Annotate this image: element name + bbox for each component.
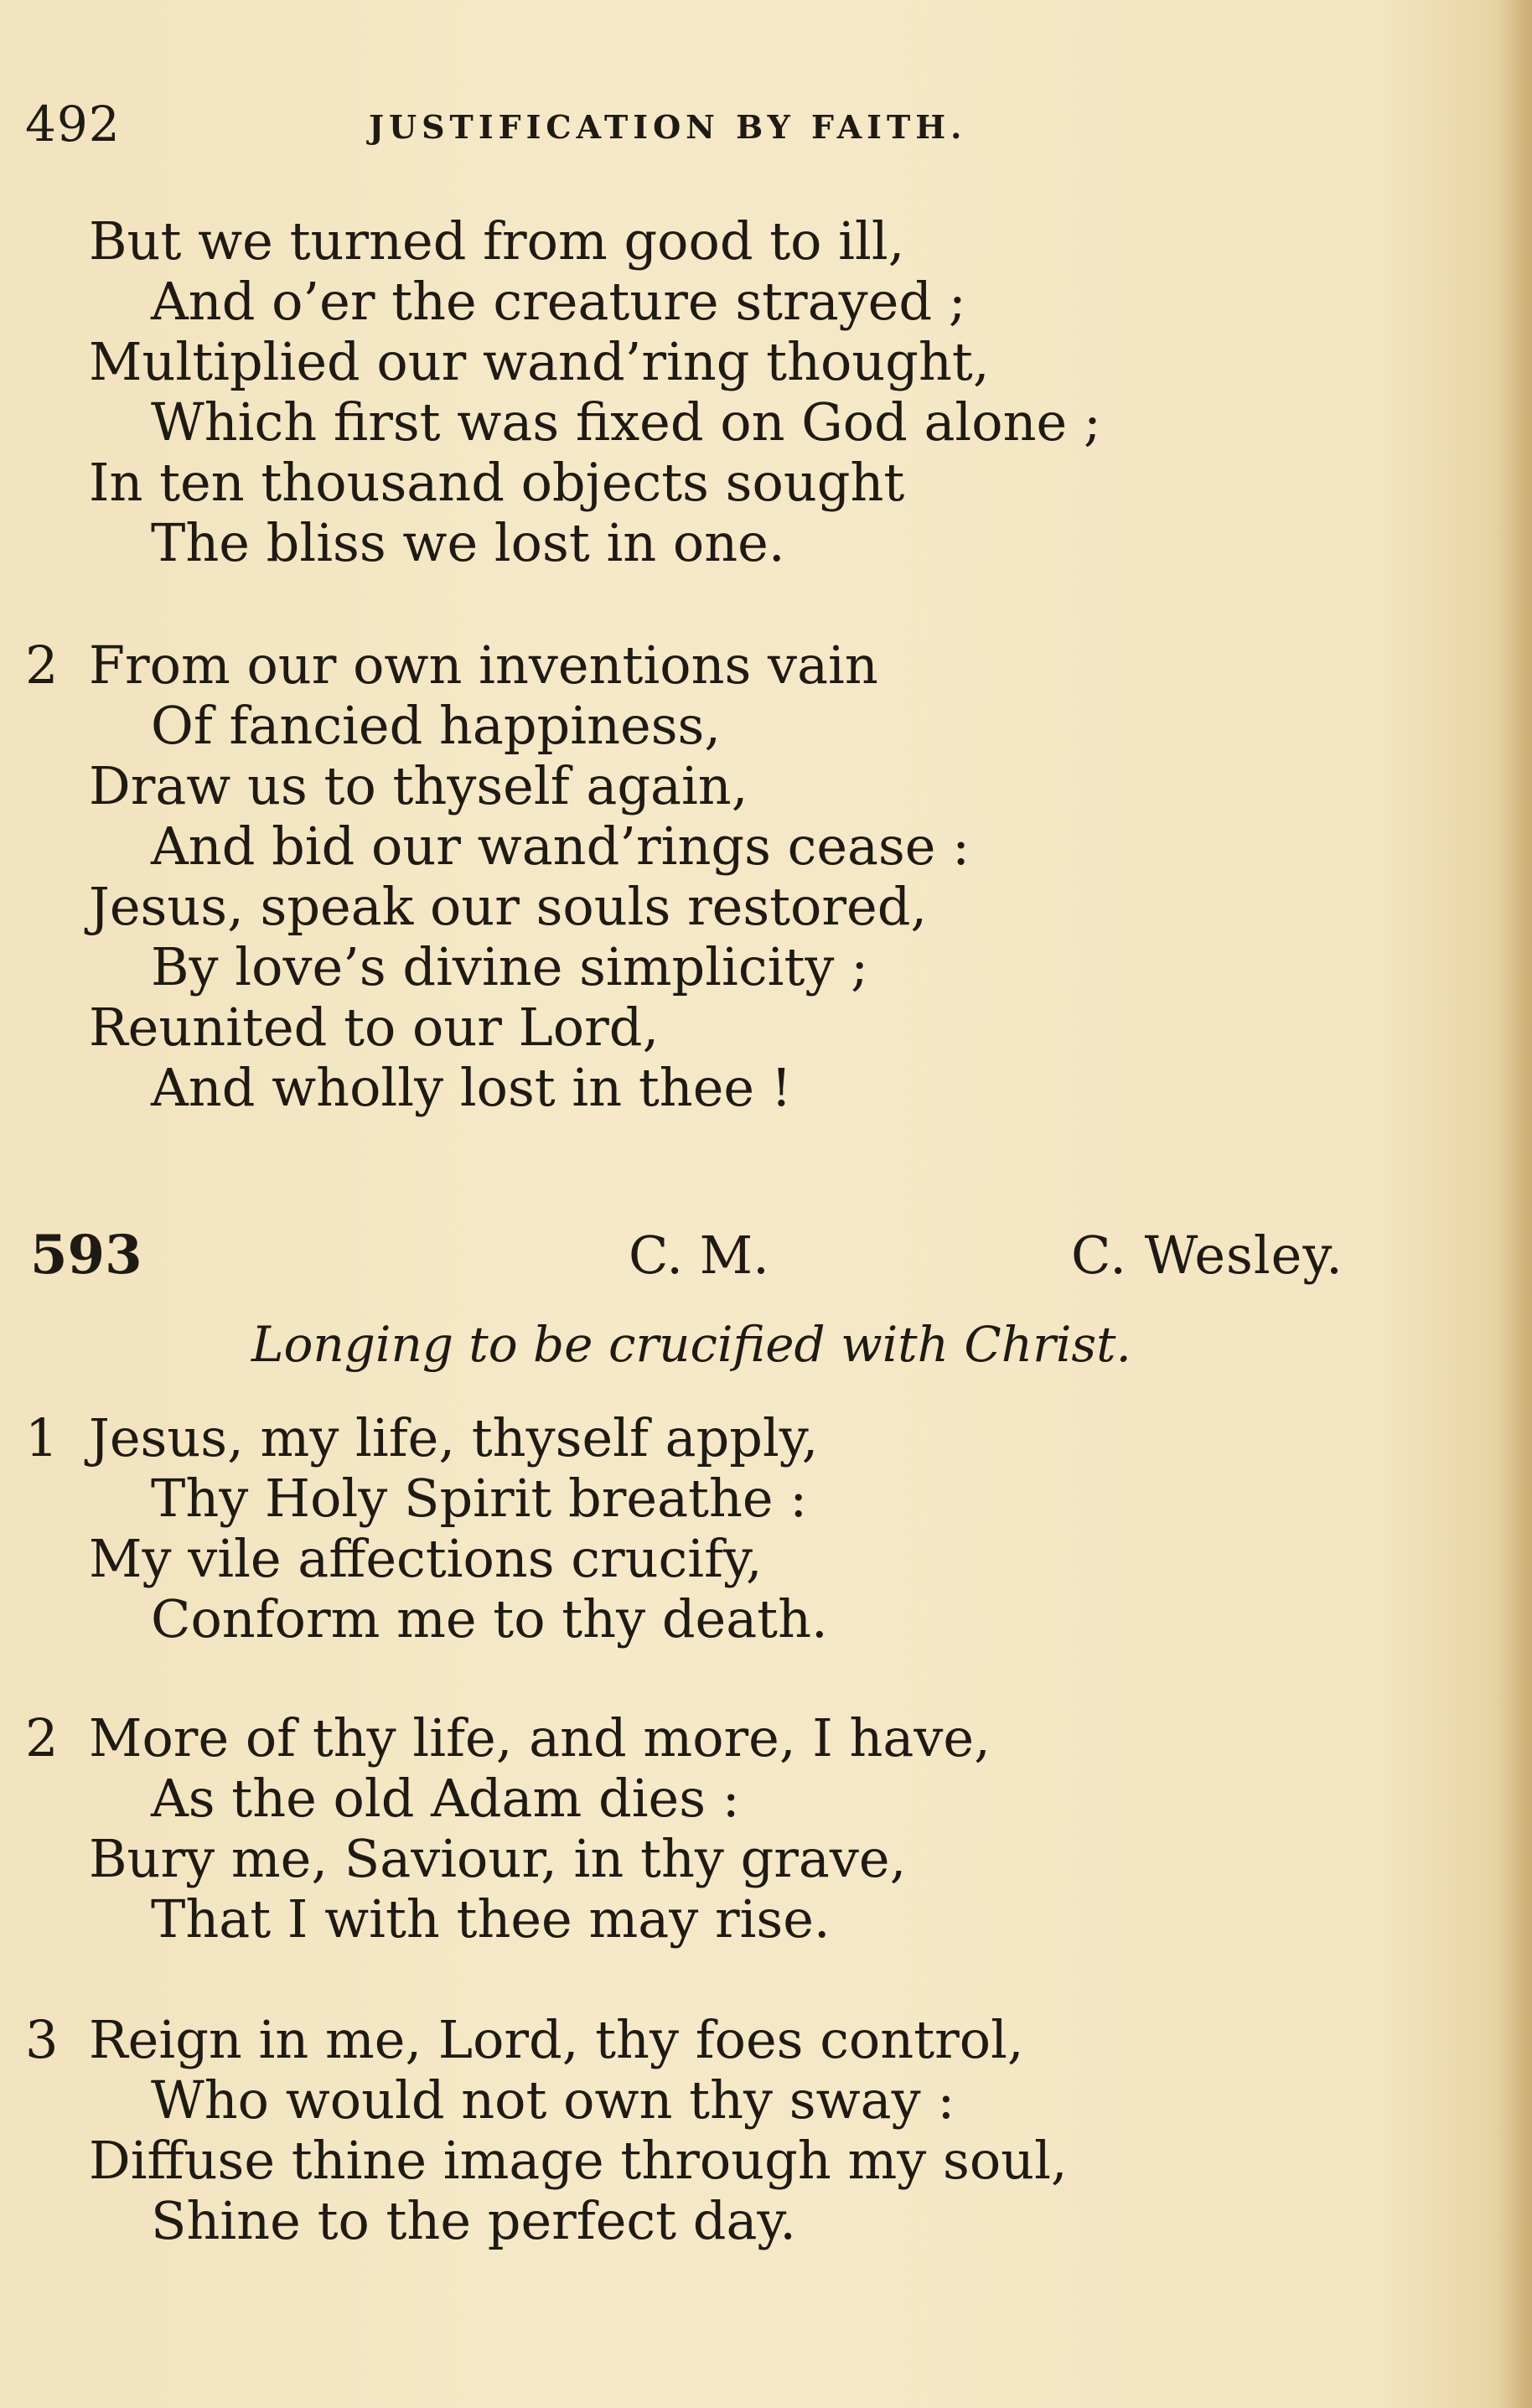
verse-text: Multiplied our wand’ring thought,: [89, 331, 990, 392]
verse-text: Thy Holy Spirit breathe :: [151, 1468, 808, 1529]
hymn-stanza-3: [25, 2010, 1282, 2251]
verse-text: Draw us to thyself again,: [89, 755, 748, 816]
hymn-stanza-2: [25, 1708, 1282, 1950]
verse-text: But we turned from good to ill,: [89, 210, 905, 272]
verse-line: [25, 211, 1282, 272]
verse-line: [25, 635, 1282, 696]
verse-line: [25, 1408, 1282, 1468]
verse-line: [25, 2131, 1282, 2191]
verse-text: From our own inventions vain: [89, 634, 878, 696]
verse-line: [25, 2070, 1282, 2131]
stanza-number: 2: [25, 634, 59, 696]
verse-line: [25, 816, 1282, 877]
verse-line: [25, 997, 1282, 1058]
running-title: JUSTIFICATION BY FAITH.: [369, 108, 967, 146]
verse-line: [25, 1889, 1282, 1950]
verse-text: Reign in me, Lord, thy foes control,: [89, 2009, 1024, 2070]
verse-line: [25, 877, 1282, 937]
verse-line: [25, 1829, 1282, 1889]
verse-line: [25, 1058, 1282, 1118]
hymn-stanza-1: [25, 1408, 1282, 1649]
verse-text: Jesus, my life, thyself apply,: [89, 1407, 819, 1468]
continued-stanza-1: [25, 211, 1282, 573]
hymn-meter: C. M.: [629, 1225, 769, 1286]
verse-line: [25, 272, 1282, 332]
verse-text: Bury me, Saviour, in thy grave,: [89, 1828, 907, 1889]
page-header: [25, 91, 1064, 158]
verse-text: And wholly lost in thee !: [151, 1057, 792, 1118]
verse-line: [25, 1468, 1282, 1529]
verse-line: [25, 1529, 1282, 1589]
verse-text: In ten thousand objects sought: [89, 452, 905, 513]
verse-text: Diffuse thine image through my soul,: [89, 2130, 1068, 2191]
stanza-number: 3: [25, 2009, 59, 2070]
verse-text: Which first was fixed on God alone ;: [151, 391, 1101, 453]
verse-line: [25, 1708, 1282, 1768]
verse-line: [25, 1589, 1282, 1649]
hymn-header: [25, 1222, 1400, 1289]
verse-line: [25, 392, 1282, 453]
verse-line: [25, 756, 1282, 816]
verse-line: [25, 1768, 1282, 1829]
verse-text: More of thy life, and more, I have,: [89, 1707, 991, 1768]
hymn-author: C. Wesley.: [1071, 1225, 1343, 1286]
verse-line: [25, 2191, 1282, 2251]
verse-text: My vile affections crucify,: [89, 1528, 763, 1589]
verse-text: Who would not own thy sway :: [151, 2069, 955, 2131]
verse-line: [25, 696, 1282, 756]
stanza-number: 1: [25, 1407, 59, 1468]
verse-line: [25, 332, 1282, 392]
hymn-number: 593: [30, 1224, 142, 1287]
verse-text: Jesus, speak our souls restored,: [89, 876, 928, 937]
verse-text: And o’er the creature strayed ;: [151, 271, 966, 332]
verse-text: And bid our wand’rings cease :: [151, 816, 970, 877]
hymn-title: Longing to be crucified with Christ.: [251, 1316, 1131, 1373]
verse-line: [25, 453, 1282, 513]
continued-stanza-2: [25, 635, 1282, 1118]
verse-text: Reunited to our Lord,: [89, 997, 660, 1058]
page-edge-shadow: [1498, 0, 1532, 2408]
verse-text: The bliss we lost in one.: [151, 512, 785, 573]
stanza-number: 2: [25, 1707, 59, 1768]
verse-text: That I with thee may rise.: [151, 1888, 831, 1950]
verse-text: Shine to the perfect day.: [151, 2190, 796, 2251]
verse-text: As the old Adam dies :: [151, 1768, 740, 1829]
verse-text: Conform me to thy death.: [151, 1588, 828, 1649]
verse-text: By love’s divine simplicity ;: [151, 936, 868, 997]
verse-line: [25, 2010, 1282, 2070]
verse-line: [25, 513, 1282, 573]
verse-text: Of fancied happiness,: [151, 695, 722, 756]
page-number: 492: [25, 96, 121, 153]
verse-line: [25, 937, 1282, 997]
